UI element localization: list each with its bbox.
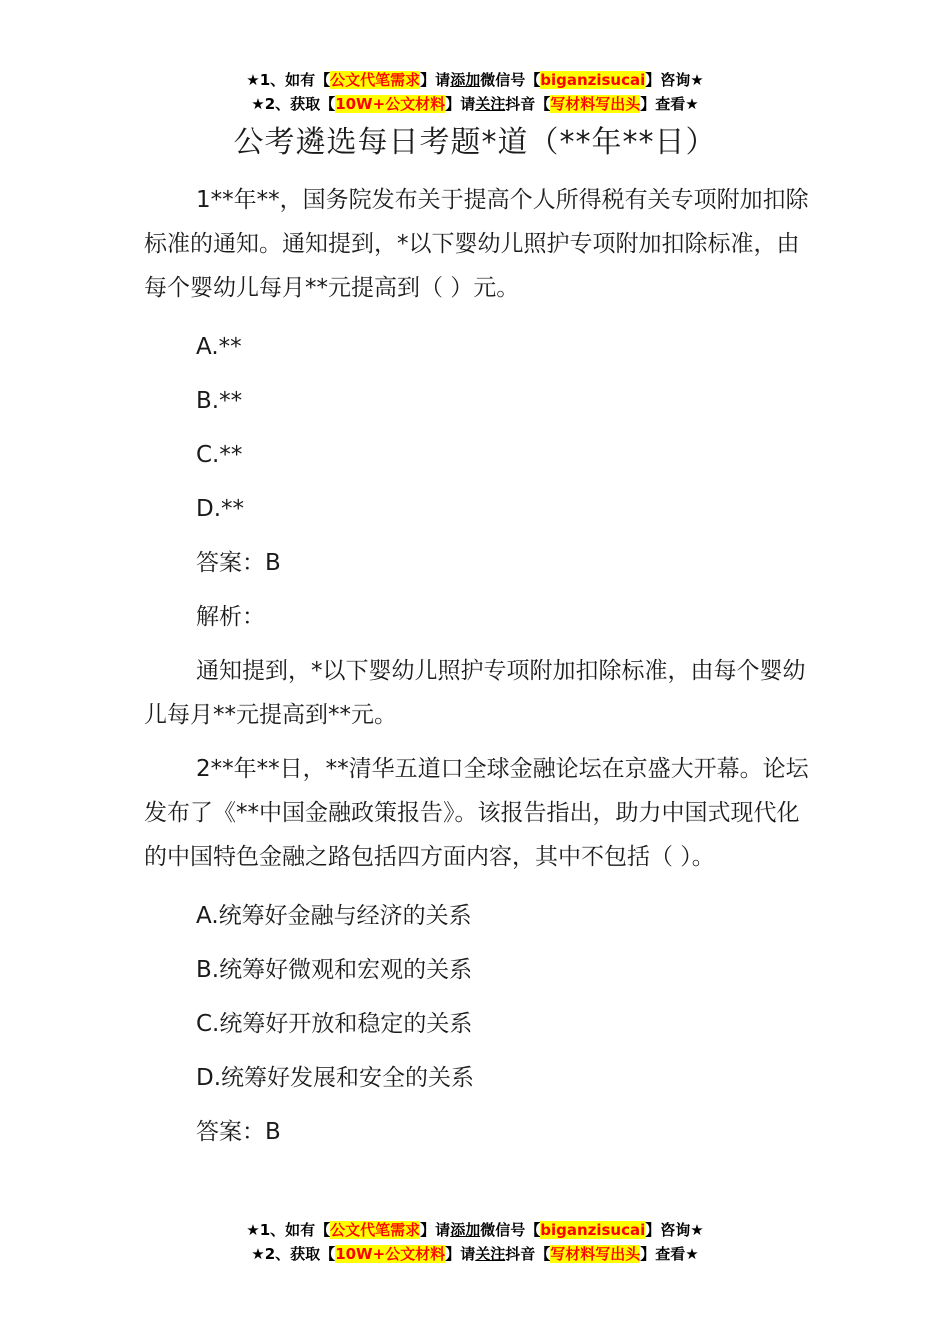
banner-line-1: ★1、如有【公文代笔需求】请添加微信号【biganzisucai】咨询★ [246,71,704,89]
question-2-option-d: D.统筹好发展和安全的关系 [196,1065,475,1091]
question-1-option-d: D.** [196,496,245,522]
footer-banner [0,1218,950,1266]
header-banner [0,68,950,116]
question-2-option-b: B.统筹好微观和宏观的关系 [196,957,473,983]
question-list [144,178,816,1159]
footer-highlight-service: 公文代笔需求 [330,1221,421,1239]
question-1-answer: 答案：B [196,550,281,576]
footer-highlight-materials: 10W+公文材料 [335,1245,446,1263]
question-1-analysis: 通知提到，*以下婴幼儿照护专项附加扣除标准，由每个婴幼儿每月**元提高到**元。 [144,658,806,728]
highlight-wechat-id: biganzisucai [540,71,646,89]
banner-line-2: ★2、获取【10W+公文材料】请关注抖音【写材料写出头】查看★ [251,95,699,113]
question-1-option-a: A.** [196,334,242,360]
footer-highlight-douyin: 写材料写出头 [550,1245,641,1263]
footer-highlight-wechat-id: biganzisucai [540,1221,646,1239]
question-2-text: 2**年**日，**清华五道口全球金融论坛在京盛大开幕。论坛发布了《**中国金融政策报告》。该报告指出，助力中国式现代化的中国特色金融之路包括四方面内容，其中不包括（ ）。 [144,756,809,870]
question-2-answer: 答案：B [196,1119,281,1145]
footer-line-2: ★2、获取【10W+公文材料】请关注抖音【写材料写出头】查看★ [251,1245,699,1263]
footer-line-1: ★1、如有【公文代笔需求】请添加微信号【biganzisucai】咨询★ [246,1221,704,1239]
question-1-option-c: C.** [196,442,243,468]
question-1-option-b: B.** [196,388,243,414]
page-title: 公考遴选每日考题*道（**年**日） [233,125,717,160]
question-2-option-c: C.统筹好开放和稳定的关系 [196,1011,473,1037]
highlight-douyin: 写材料写出头 [550,95,641,113]
question-1-text: 1**年**，国务院发布关于提高个人所得税有关专项附加扣除标准的通知。通知提到，*以下婴幼儿照护专项附加扣除标准，由每个婴幼儿每月**元提高到（ ）元。 [144,187,809,301]
question-2-option-a: A.统筹好金融与经济的关系 [196,903,472,929]
highlight-materials: 10W+公文材料 [335,95,446,113]
question-1-analysis-label: 解析： [196,604,265,630]
highlight-service: 公文代笔需求 [330,71,421,89]
